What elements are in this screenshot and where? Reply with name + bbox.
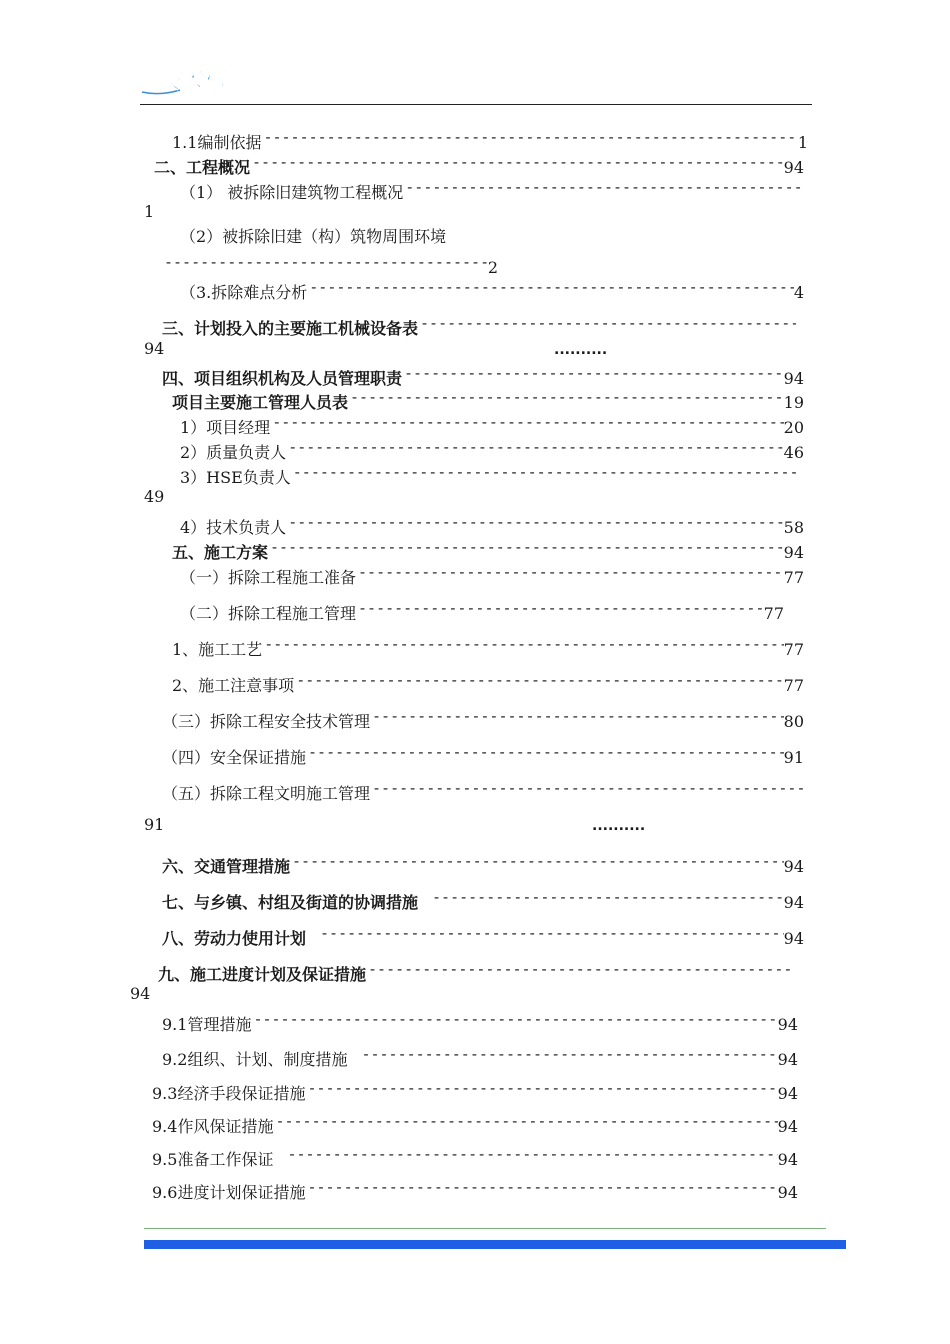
toc-entry-page: 94 [777,1084,798,1103]
toc-leader [294,669,783,691]
toc-entry-label: 9.4作风保证措施 [152,1117,274,1136]
toc-leader [305,1077,777,1099]
toc-entry-label[interactable]: （2）被拆除旧建（构）筑物周围环境 [180,227,447,246]
toc-entry-page: 77 [763,604,784,623]
toc-entry[interactable] [162,1043,798,1069]
toc-leader [356,561,784,583]
toc-leader [251,1008,777,1030]
ellipsis: .......... [592,818,646,834]
toc-entry-page: 94 [783,857,804,876]
toc-entry[interactable] [152,1110,798,1136]
toc-entry[interactable] [180,461,800,487]
toc-leader [307,276,794,298]
toc-entry[interactable] [162,850,804,876]
toc-leader [418,312,796,334]
toc-entry-page: 94 [777,1050,798,1069]
toc-leader [370,705,784,727]
logo-text: 技术标 [158,69,225,94]
toc-entry[interactable] [162,886,804,912]
toc-leader [306,922,784,944]
toc-entry-label: 9.1管理措施 [162,1015,252,1034]
toc-leader [366,958,790,980]
toc-entry-page: 91 [783,748,804,767]
toc-entry-label: （五）拆除工程文明施工管理 [162,784,371,803]
toc-entry-label: （1） 被拆除旧建筑物工程概况 [180,183,404,202]
toc-entry[interactable] [172,633,804,659]
toc-entry-label: 2、施工注意事项 [172,676,295,695]
toc-leader [268,536,784,558]
toc-entry-label: 9.6进度计划保证措施 [152,1183,306,1202]
toc-entry-page: 77 [783,640,804,659]
toc-entry-page: 20 [783,418,804,437]
toc-entry-page: 94 [783,158,804,177]
toc-entry-page: 49 [144,487,165,506]
toc-leader [250,151,784,173]
footer-line [144,1228,826,1229]
toc-leader [286,436,783,458]
toc-leader [162,251,488,273]
toc-entry[interactable] [180,176,804,202]
toc-entry-label: （三）拆除工程安全技术管理 [162,712,371,731]
toc-leader [273,1110,777,1132]
toc-entry-page: 94 [777,1015,798,1034]
toc-entry[interactable] [162,922,804,948]
toc-entry-label: 4）技术负责人 [180,518,287,537]
toc-entry-label: 项目主要施工管理人员表 [172,393,349,412]
toc-entry[interactable] [162,362,804,388]
toc-entry-page: 94 [783,893,804,912]
toc-leader [273,1143,777,1165]
toc-entry-label: 六、交通管理措施 [162,857,291,876]
toc-entry-label: 3）HSE负责人 [180,468,291,487]
toc-leader [306,741,784,763]
toc-entry-label: 9.5准备工作保证 [152,1150,274,1169]
toc-entry[interactable] [180,436,804,462]
toc-leader [348,386,784,408]
toc-entry[interactable] [172,669,804,695]
toc-entry[interactable] [162,251,498,277]
toc-entry-page: 91 [144,815,165,834]
toc-entry-page: 94 [783,543,804,562]
toc-entry-page: 94 [777,1183,798,1202]
toc-entry-page: 94 [130,984,151,1003]
toc-entry-label: 七、与乡镇、村组及街道的协调措施 [162,893,419,912]
toc-entry[interactable] [172,126,808,152]
toc-entry-page: 80 [783,712,804,731]
toc-entry-page: 94 [783,369,804,388]
toc-entry-label: 1）项目经理 [180,418,271,437]
toc-leader [403,176,804,198]
toc-entry-label: 1、施工工艺 [172,640,263,659]
toc-entry[interactable] [154,151,804,177]
toc-entry[interactable] [180,597,784,623]
toc-entry-page: 1 [797,133,808,152]
toc-entry-page: 77 [783,568,804,587]
toc-leader [370,777,804,799]
toc-entry-label: 九、施工进度计划及保证措施 [158,965,367,984]
toc-entry[interactable] [152,1143,798,1169]
toc-entry[interactable] [172,386,804,412]
toc-entry[interactable] [152,1077,798,1103]
toc-entry-page: 94 [783,929,804,948]
footer-bar [144,1240,846,1249]
toc-entry[interactable] [180,511,804,537]
toc-leader [347,1043,777,1065]
toc-leader [286,511,783,533]
toc-leader [402,362,784,384]
toc-entry-page: 1 [144,202,155,221]
toc-entry-label: 9.2组织、计划、制度措施 [162,1050,348,1069]
toc-entry[interactable] [180,561,804,587]
toc-entry[interactable] [172,536,804,562]
toc-entry-label: 五、施工方案 [172,543,269,562]
toc-entry-page: 94 [777,1150,798,1169]
toc-leader [356,597,764,619]
toc-entry-label: 三、计划投入的主要施工机械设备表 [162,319,419,338]
toc-entry-page: 19 [783,393,804,412]
toc-leader [291,461,800,483]
toc-entry[interactable] [180,411,804,437]
toc-entry[interactable] [162,312,796,338]
toc-leader [270,411,783,433]
toc-entry-label: 八、劳动力使用计划 [162,929,307,948]
toc-entry-label: 9.3经济手段保证措施 [152,1084,306,1103]
toc-entry-label: 2）质量负责人 [180,443,287,462]
toc-entry-page: 46 [783,443,804,462]
toc-entry-label: 二、工程概况 [154,158,251,177]
toc-entry-page: 94 [777,1117,798,1136]
toc-entry-page: 94 [144,339,165,358]
toc-entry-page: 4 [793,283,804,302]
ellipsis: .......... [554,342,608,358]
toc-entry-label: （四）安全保证措施 [162,748,307,767]
toc-entry[interactable] [158,958,790,984]
toc-entry-page: 58 [783,518,804,537]
toc-entry[interactable] [162,1008,798,1034]
toc-leader [418,886,784,908]
toc-entry-label: （一）拆除工程施工准备 [180,568,357,587]
toc-entry[interactable] [162,741,804,767]
toc-entry[interactable] [162,705,804,731]
toc-entry-label: （二）拆除工程施工管理 [180,604,357,623]
toc-entry-label: （3.拆除难点分析 [180,283,308,302]
toc-entry[interactable] [162,777,804,803]
toc-entry-page: 2 [487,258,498,277]
toc-entry-page: 77 [783,676,804,695]
toc-entry-label: 1.1编制依据 [172,133,262,152]
toc-entry-label: 四、项目组织机构及人员管理职责 [162,369,403,388]
toc-leader [261,126,797,148]
toc-leader [290,850,784,872]
toc-leader [305,1176,777,1198]
toc-leader [262,633,783,655]
toc-entry[interactable] [152,1176,798,1202]
toc-entry[interactable] [180,276,804,302]
